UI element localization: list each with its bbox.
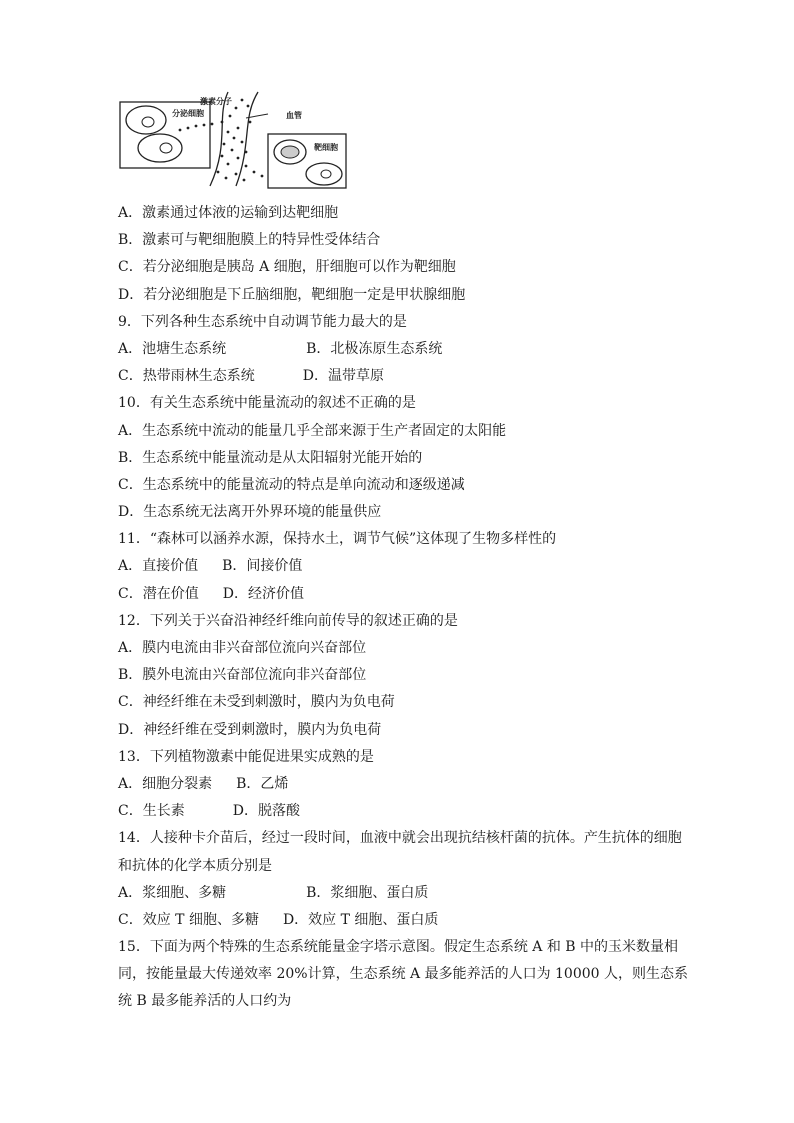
q12-option-c: C．神经纤维在未受到刺激时，膜内为负电荷: [118, 694, 395, 711]
question-content: [118, 200, 689, 1016]
q14-options-row-1: [118, 880, 678, 907]
q8-option-d: D．若分泌细胞是下丘脑细胞，靶细胞一定是甲状腺细胞: [118, 286, 466, 303]
hormone-transport-figure: [118, 88, 348, 190]
nucleus-upper: [142, 117, 154, 127]
q11-option-a: A．直接价值: [118, 558, 199, 575]
q11-option-c: C．潜在价值: [118, 585, 199, 602]
q15-stem-line-1: 15．下面为两个特殊的生态系统能量金字塔示意图。假定生态系统 A 和 B 中的玉米数量相: [118, 939, 679, 956]
q13-options-row-2: [118, 798, 678, 825]
q15-stem-line-3: 统 B 最多能养活的人口约为: [118, 993, 292, 1010]
q10-option-c: C．生态系统中的能量流动的特点是单向流动和逐级递减: [118, 476, 465, 493]
q12-stem: 12．下列关于兴奋沿神经纤维向前传导的叙述正确的是: [118, 612, 458, 629]
label-blood-vessel: 血管: [286, 111, 302, 120]
q14-option-b: B．浆细胞、蛋白质: [306, 884, 429, 901]
q9-option-d: D．温带草原: [302, 368, 384, 385]
q11-stem: 11．“森林可以涵养水源，保持水土，调节气候”这体现了生物多样性的: [118, 531, 557, 548]
q14-option-d: D．效应 T 细胞、蛋白质: [282, 911, 439, 928]
q10-option-a: A．生态系统中流动的能量几乎全部来源于生产者固定的太阳能: [118, 422, 507, 439]
q9-options-row-1: [118, 336, 678, 363]
q13-stem: 13．下列植物激素中能促进果实成熟的是: [118, 748, 374, 765]
label-secretory-cell: 分泌细胞: [172, 109, 204, 118]
q9-options-row-2: [118, 363, 678, 390]
q9-option-b: B．北极冻原生态系统: [306, 340, 443, 357]
q13-option-c: C．生长素: [118, 803, 185, 820]
label-hormone-molecule: 激素分子: [200, 97, 232, 106]
q9-option-c: C．热带雨林生态系统: [118, 368, 255, 385]
q13-option-a: A．细胞分裂素: [118, 775, 213, 792]
q10-option-d: D．生态系统无法离开外界环境的能量供应: [118, 504, 382, 521]
q12-option-b: B．膜外电流由兴奋部位流向非兴奋部位: [118, 667, 367, 684]
q9-option-a: A．池塘生态系统: [118, 340, 227, 357]
q13-option-d: D．脱落酸: [232, 803, 300, 820]
q15-stem-line-2: 同，按能量最大传递效率 20%计算，生态系统 A 最多能养活的人口为 10000 人，则生态系: [118, 966, 689, 983]
q12-option-a: A．膜内电流由非兴奋部位流向兴奋部位: [118, 640, 367, 656]
target-nucleus-upper: [281, 146, 299, 158]
q10-stem: 10．有关生态系统中能量流动的叙述不正确的是: [118, 395, 416, 412]
q10-option-b: B．生态系统中能量流动是从太阳辐射光能开始的: [118, 449, 423, 466]
q14-stem-line-1: 14．人接种卡介苗后，经过一段时间，血液中就会出现抗结核杆菌的抗体。产生抗体的细胞: [118, 830, 682, 847]
target-nucleus-lower: [321, 170, 331, 178]
q14-option-c: C．效应 T 细胞、多糖: [118, 911, 259, 928]
q13-option-b: B．乙烯: [236, 775, 289, 792]
q14-stem-line-2: 和抗体的化学本质分别是: [118, 857, 272, 874]
q8-option-c: C．若分泌细胞是胰岛 A 细胞，肝细胞可以作为靶细胞: [118, 259, 456, 276]
q13-options-row-1: [118, 771, 678, 798]
q8-option-a: A．激素通过体液的运输到达靶细胞: [118, 205, 339, 221]
q14-option-a: A．浆细胞、多糖: [118, 884, 227, 901]
q12-option-d: D．神经纤维在受到刺激时，膜内为负电荷: [118, 721, 382, 738]
q8-option-b: B．激素可与靶细胞膜上的特异性受体结合: [118, 232, 381, 249]
label-target-cell: 靶细胞: [314, 143, 338, 152]
q11-options-row-1: [118, 553, 678, 580]
hormone-transport-diagram: [118, 88, 348, 190]
q11-options-row-2: [118, 581, 678, 608]
q11-option-d: D．经济价值: [222, 585, 304, 602]
q14-options-row-2: [118, 907, 678, 934]
nucleus-lower: [160, 143, 172, 153]
q9-stem: 9．下列各种生态系统中自动调节能力最大的是: [118, 313, 407, 330]
q11-option-b: B．间接价值: [222, 558, 303, 575]
